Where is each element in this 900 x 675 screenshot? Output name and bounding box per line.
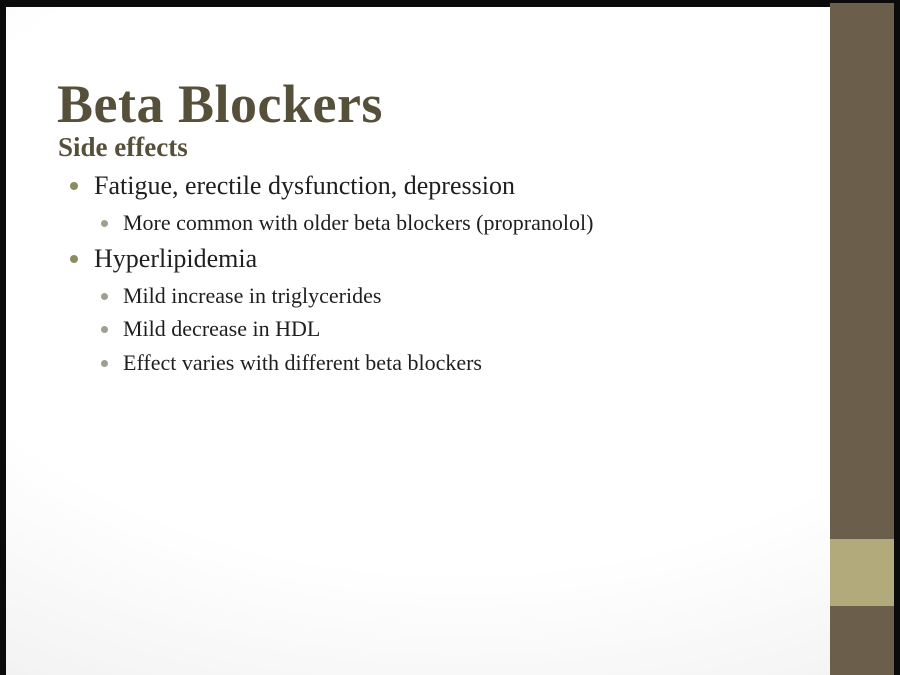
sidebar-accent-square	[830, 539, 894, 606]
bullet-dot-icon	[101, 326, 108, 333]
slide-subtitle: Side effects	[58, 132, 188, 163]
bullet-dot-icon	[101, 293, 108, 300]
bullet-dot-icon	[101, 360, 108, 367]
bullet-item	[99, 210, 788, 235]
bullet-dot-icon	[70, 255, 78, 263]
bullet-text: Hyperlipidemia	[94, 244, 258, 274]
bullet-item	[99, 316, 788, 341]
bullet-item	[99, 283, 788, 308]
bullet-text: Mild decrease in HDL	[123, 316, 321, 342]
bullet-text: Mild increase in triglycerides	[123, 283, 382, 309]
bullet-text: Effect varies with different beta blockers	[123, 349, 482, 375]
bullet-dot-icon	[70, 182, 78, 190]
bullet-dot-icon	[101, 220, 108, 227]
slide	[6, 7, 830, 675]
bullet-item	[68, 244, 788, 274]
bullet-item	[68, 171, 788, 201]
bullet-item	[99, 350, 788, 375]
bullet-list	[68, 162, 788, 383]
bullet-text: More common with older beta blockers (propranolol)	[123, 209, 594, 235]
slide-title: Beta Blockers	[57, 74, 383, 135]
bullet-text: Fatigue, erectile dysfunction, depression	[94, 171, 515, 200]
